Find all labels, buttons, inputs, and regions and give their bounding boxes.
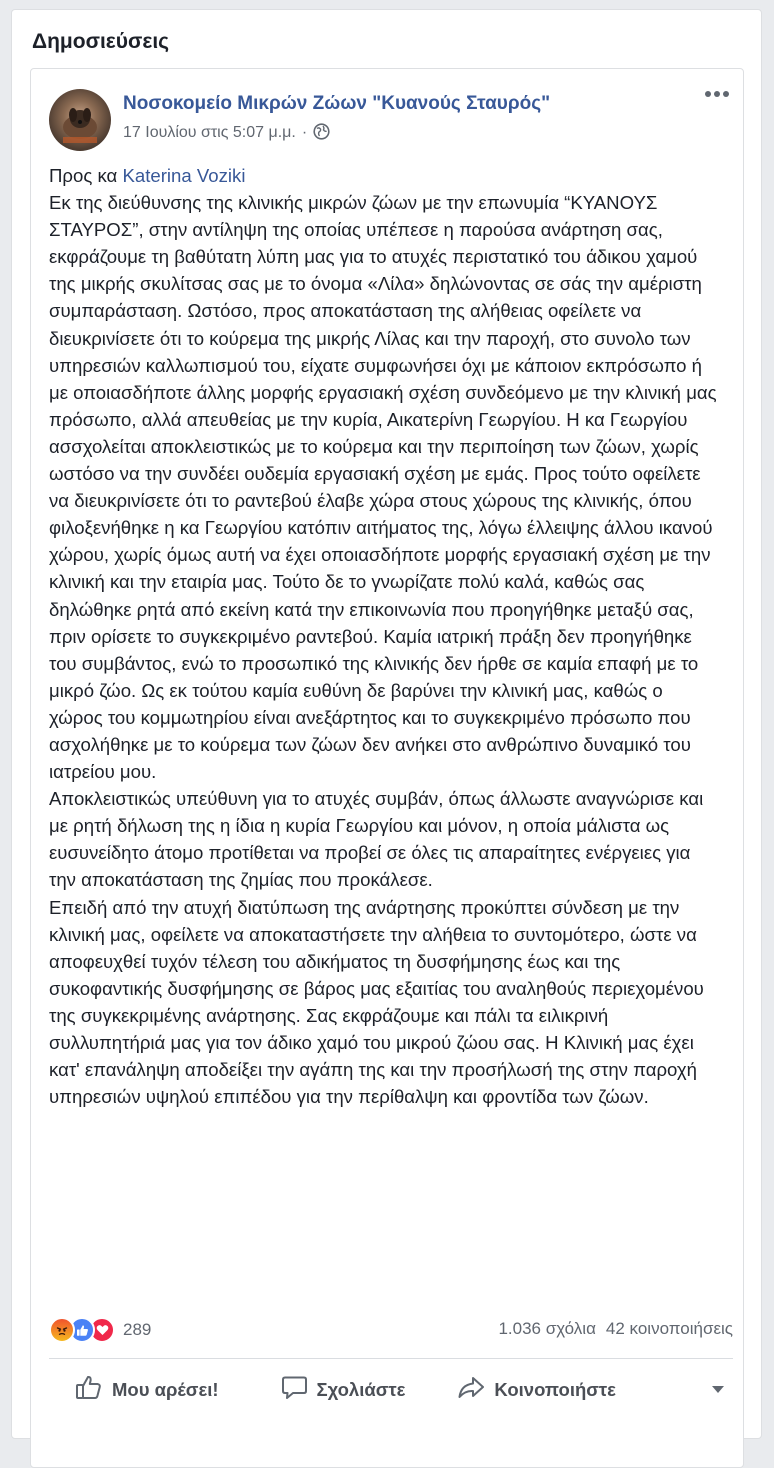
post-timestamp[interactable]: 17 Ιουλίου στις 5:07 μ.μ. — [123, 124, 296, 141]
post-meta — [123, 123, 330, 145]
engagement-stats — [498, 1319, 733, 1339]
more-options-icon[interactable] — [705, 91, 729, 97]
section-title: Δημοσιεύσεις — [32, 30, 170, 53]
reactions-summary[interactable] — [49, 1317, 151, 1343]
shares-count-link[interactable]: 42 κοινοποιήσεις — [605, 1319, 733, 1338]
meta-separator: · — [301, 124, 308, 141]
dog-photo-icon — [49, 89, 111, 151]
mention-link[interactable]: Katerina Voziki — [122, 165, 246, 186]
post-body — [49, 162, 719, 1110]
post-card — [30, 68, 744, 1468]
share-button-label: Κοινοποιήστε — [494, 1379, 616, 1400]
share-arrow-icon — [457, 1375, 485, 1406]
comment-button-label: Σχολιάστε — [316, 1379, 406, 1400]
actions-divider — [49, 1358, 733, 1359]
reaction-count: 289 — [123, 1320, 152, 1339]
globe-icon[interactable] — [313, 123, 330, 145]
like-button[interactable] — [75, 1374, 219, 1406]
body-paragraph: Εκ της διεύθυνσης της κλινικής μικρών ζώων με την επωνυμία “ΚΥΑΝΟΥΣ ΣΤΑΥΡΟΣ”, στην αντίληψη της οποίας υπέπεσε η παρούσα ανάρτηση σας, εκφράζουμε τη βαθύτατη λύπη μας για το ατυχές περιστατικό του άδικου χαμού της μικρής σκυλίτσας σας με το όνομα «Λίλα» δηλώνοντας σε σάς την αμέριστη συμπαράσταση. Ωστόσο, προς αποκατάσταση της αλήθειας οφείλετε να διευκρινίσετε ότι το κούρεμα της μικρής Λίλας και την παροχή, στο συνολο των υπηρεσιών καλλωπισμού του, είχατε συμφωνήσει όχι με κάποιον εκπρόσωπο ή με οποιασδήποτε άλλης μορφής εργασιακή σχέση συνδεόμενο με την κλινική μας πρόσωπο, αλλά απευθείας με την κυρία, Αικατερίνη Γεωργίου. Η κα Γεωργίου ασσχολείται αποκλειστικώς με το κούρεμα και την περιποίηση των ζώων, χωρίς ωστόσο να την συνδέει ουδεμία εργασιακή σχέση με εμάς. Προς τούτο οφείλετε να διευκρινίσετε ότι το ραντεβού έλαβε χώρα στους χώρους της κλινικής, όπου φιλοξενήθηκε η κα Γεωργίου κατόπιν αιτήματος της, λόγω έλλειψης άλλου ικανού χώρου, χωρίς όμως αυτή να έχει οποιασδήποτε μορφής εργασιακή σχέση με την κλινική και την εταιρία μας. Τούτο δε το γνωρίζατε πολύ καλά, καθώς σας δηλώθηκε ρητά από εκείνη κατά την επικοινωνία που προηγήθηκε μεταξύ σας, πριν ορίσετε το συγκεκριμένο ραντεβού. Καμία ιατρική πράξη δεν προηγήθηκε του συμβάντος, ενώ το προσωπικό της κλινικής δεν ήρθε σε καμία επαφή με το μικρό ζώο. Ως εκ τούτου καμία ευθύνη δε βαρύνει την κλινική μας, καθώς ο χώρος του κομμωτηρίου είναι ανεξάρτητος και το συγκεκριμένο πρόσωπο που ασχολήθηκε με το κούρεμα των ζώων δεν ανήκει στο ανθρώπινο δυναμικό του ιατρείου μου. — [49, 192, 717, 783]
comment-button[interactable] — [281, 1375, 406, 1406]
like-button-label: Μου αρέσει! — [112, 1379, 219, 1400]
page-name-link[interactable]: Νοσοκομείο Μικρών Ζώων "Κυανούς Σταυρός" — [123, 93, 551, 114]
caret-down-icon[interactable] — [711, 1381, 725, 1399]
thumbs-up-icon — [75, 1374, 103, 1406]
action-bar — [49, 1367, 733, 1413]
angry-reaction-icon — [49, 1317, 75, 1343]
avatar[interactable] — [49, 89, 111, 151]
greeting-line — [49, 162, 719, 189]
comment-bubble-icon — [281, 1375, 308, 1406]
body-paragraph: Επειδή από την ατυχή διατύπωση της ανάρτησης προκύπτει σύνδεση με την κλινική μας, οφείλετε να αποκαταστήσετε την αλήθεια το συντομότερο, ώστε να αποφευχθεί τυχόν τέλεση του αδικήματος τη δυσφήμησης έως και της συκοφαντικής δυσφήμησης σε βάρος μας εξαιτίας του αναληθούς περιεχομένου της συγκεκριμένης ανάρτησης. Σας εκφράζουμε και πάλι τα ειλικρινή συλλυπητήριά μας για τον άδικο χαμό του μικρού ζώου σας. Η Κλινική μας έχει κατ' επανάληψη αποδείξει την αγάπη της και την προσήλωσή της στην παροχή υπηρεσιών υψηλού επιπέδου για την περίθαλψη και φροντίδα των ζώων. — [49, 896, 704, 1108]
posts-panel — [11, 9, 762, 1439]
greeting-prefix: Προς κα — [49, 165, 123, 186]
share-button[interactable] — [457, 1375, 616, 1406]
comments-count-link[interactable]: 1.036 σχόλια — [498, 1319, 596, 1338]
body-paragraph: Αποκλειστικώς υπεύθυνη για το ατυχές συμβάν, όπως άλλωστε αναγνώρισε και με ρητή δήλωση της η ίδια η κυρία Γεωργίου και μόνον, η οποία μάλιστα ως ευσυνείδητο άτομο προτίθεται να προβεί σε όλες τις απαραίτητες ενέργειες για την αποκατάσταση της ζημίας που προκάλεσε. — [49, 788, 704, 891]
